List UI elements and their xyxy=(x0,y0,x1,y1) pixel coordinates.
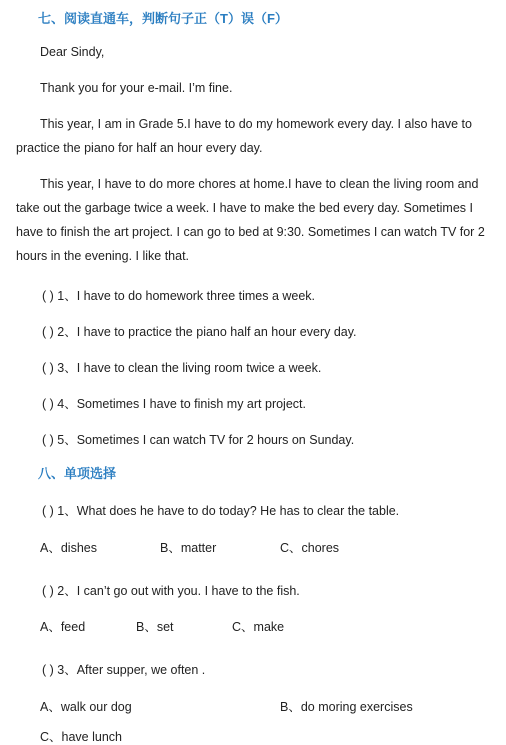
mc-question-1: ( ) 1、What does he have to do today? He has to clear the table. xyxy=(42,504,400,518)
letter-greeting: Dear Sindy, xyxy=(40,45,105,59)
letter-paragraph-2: This year, I am in Grade 5.I have to do my homework every day. I also have to practice the piano for half an hour every day. xyxy=(16,117,472,155)
tf-item-5: ( ) 5、Sometimes I can watch TV for 2 hours on Sunday. xyxy=(42,433,355,447)
section-7-title: 七、阅读直通车，判断句子正（T）误（F） xyxy=(38,11,288,26)
mc-q2-option-b: B、set xyxy=(136,620,174,634)
mc-q1-option-c: C、chores xyxy=(280,541,340,555)
mc-q1-option-a: A、dishes xyxy=(40,541,97,555)
mc-q2-option-c: C、make xyxy=(232,620,285,634)
tf-item-1: ( ) 1、I have to do homework three times a week. xyxy=(42,289,316,303)
mc-q3-option-b: B、do moring exercises xyxy=(280,700,413,714)
mc-question-2: ( ) 2、I can’t go out with you. I have to the fish. xyxy=(42,584,300,598)
mc-q2-option-a: A、feed xyxy=(40,620,86,634)
mc-q3-option-c: C、have lunch xyxy=(40,730,122,744)
mc-q1-option-b: B、matter xyxy=(160,541,217,555)
tf-item-4: ( ) 4、Sometimes I have to finish my art project. xyxy=(42,397,306,411)
letter-paragraph-3: This year, I have to do more chores at home.I have to clean the living room and take out the garbage twice a week. I have to make the bed every day. Sometimes I have to finish the art project. I can go to bed at 9:30. Sometimes I can watch TV for 2 hours in the evening. I like that. xyxy=(16,177,485,263)
section-8-title: 八、单项选择 xyxy=(38,466,117,481)
mc-question-3: ( ) 3、After supper, we often . xyxy=(42,663,206,677)
tf-item-3: ( ) 3、I have to clean the living room twice a week. xyxy=(42,361,322,375)
tf-item-2: ( ) 2、I have to practice the piano half an hour every day. xyxy=(42,325,357,339)
letter-paragraph-1: Thank you for your e-mail. I’m fine. xyxy=(40,81,233,95)
mc-q3-option-a: A、walk our dog xyxy=(40,700,132,714)
